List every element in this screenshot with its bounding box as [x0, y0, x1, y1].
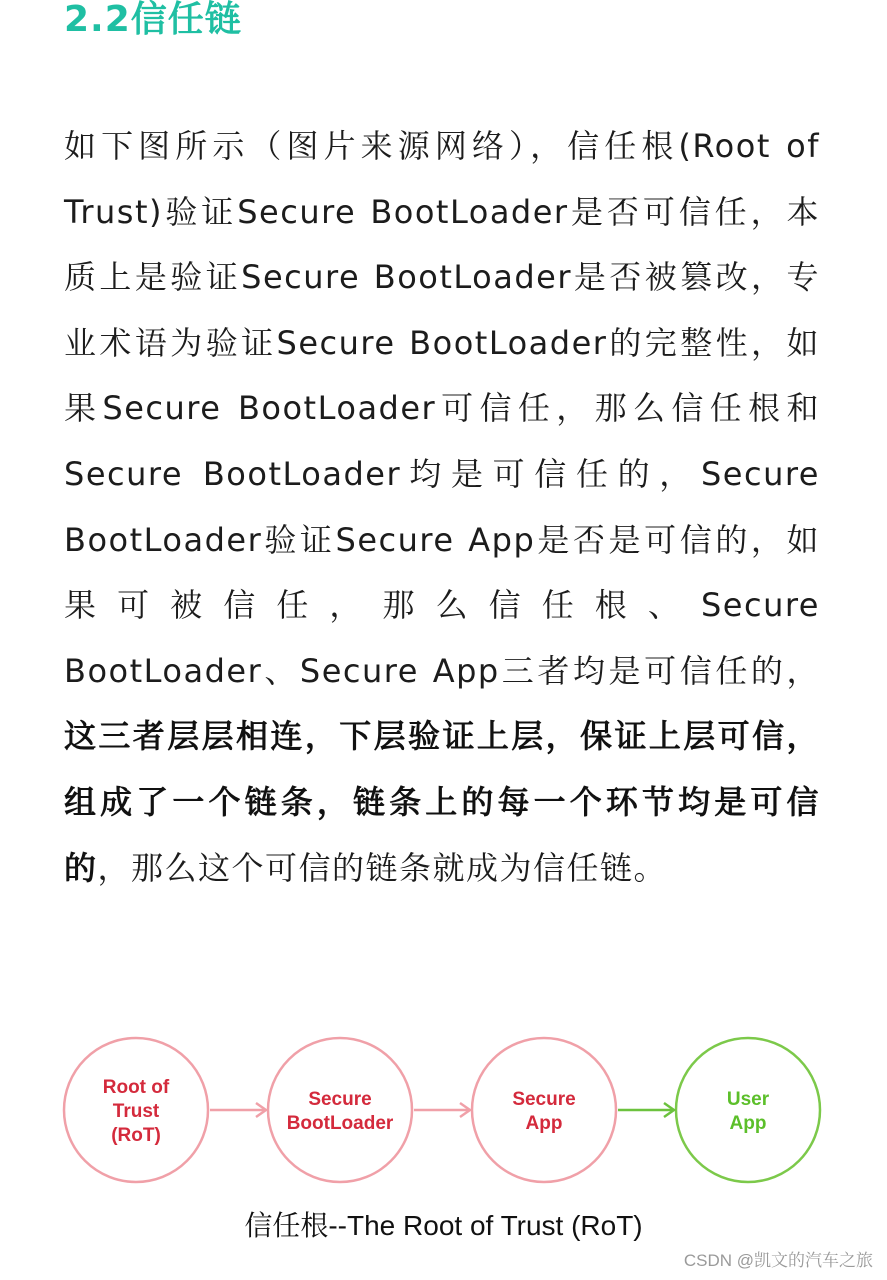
figure-caption: 信任根--The Root of Trust (RoT)	[244, 1210, 643, 1241]
node-label-line: App	[729, 1113, 767, 1134]
node-circle	[472, 1038, 616, 1182]
body-paragraph	[64, 114, 820, 901]
section-title: 2.2信任链	[64, 0, 242, 40]
diagram-arrow-3	[618, 1103, 674, 1117]
node-label-line: Secure	[308, 1089, 372, 1110]
diagram-arrow-2	[414, 1103, 470, 1117]
diagram-arrow-1	[210, 1103, 266, 1117]
paragraph-text-end: ，那么这个可信的链条就成为信任链。	[97, 848, 668, 887]
node-label-line: Trust	[112, 1101, 160, 1122]
node-label-line: BootLoader	[286, 1113, 394, 1134]
diagram-node-1	[64, 1038, 208, 1182]
diagram-node-2	[268, 1038, 412, 1182]
paragraph-text: 如下图所示（图片来源网络），信任根(Root of Trust)验证Secure BootLoader是否可信任，本质上是验证Secure BootLoader是否被篡改，专业术语为验证Secure BootLoader的完整性，如果Secure BootLoader可信任，那么信任根和Secure BootLoader均是可信任的，Secure BootLoader验证Secure App是否是可信的，如果可被信任，那么信任根、Secure BootLoader、Secure App三者均是可信任的，	[64, 127, 820, 690]
csdn-watermark: CSDN @凯文的汽车之旅	[683, 1251, 873, 1270]
node-label-line: App	[525, 1113, 563, 1134]
node-label-line: Root of	[102, 1077, 170, 1098]
diagram-canvas	[0, 1000, 887, 1200]
diagram-node-4	[676, 1038, 820, 1182]
node-label-line: Secure	[512, 1089, 576, 1110]
diagram-node-3	[472, 1038, 616, 1182]
paragraph-bold-text: 这三者层层相连，下层验证上层，保证上层可信，组成了一个链条，链条上的每一个环节均是可信的	[64, 717, 820, 887]
node-label-line: (RoT)	[111, 1125, 161, 1146]
node-circle	[268, 1038, 412, 1182]
node-circle	[676, 1038, 820, 1182]
node-label-line: User	[726, 1089, 770, 1110]
